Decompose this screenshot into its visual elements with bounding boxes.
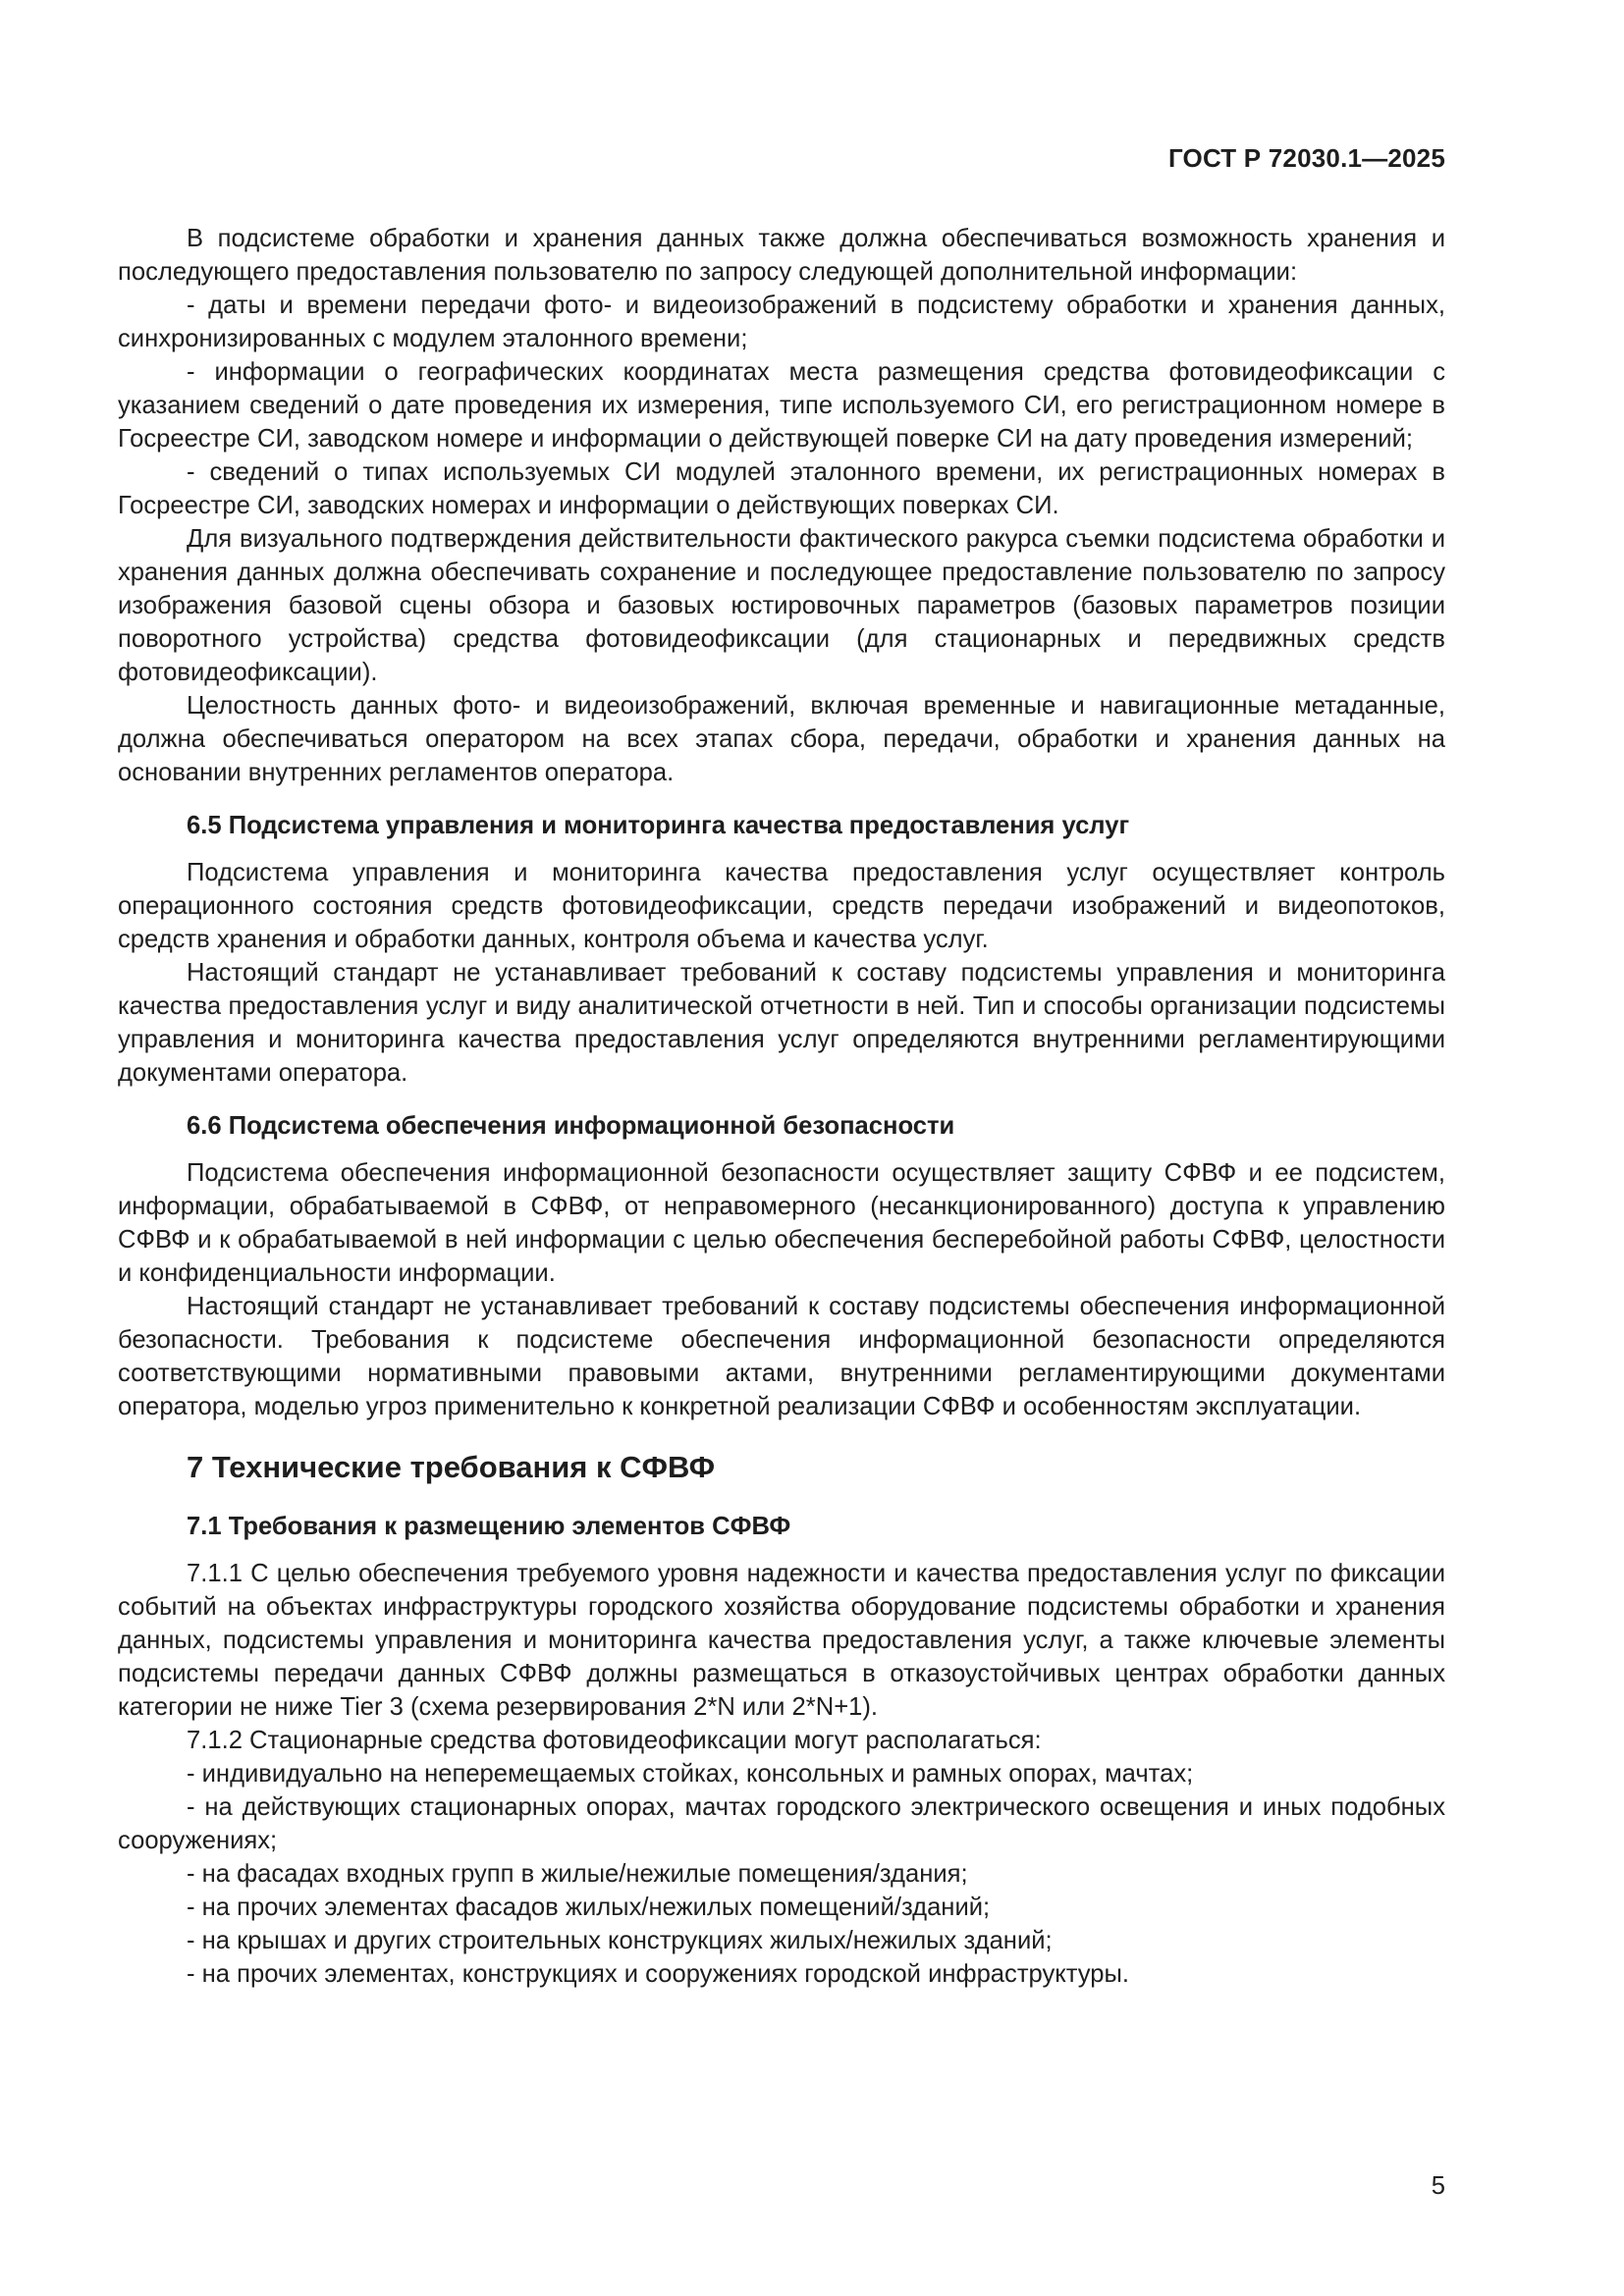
document-body: [118, 222, 1445, 1991]
list-item: - информации о географических координатах места размещения средства фотовидеофиксации с указанием сведений о дате проведения их измерения, типе используемого СИ, его регистрационном номере в Госреестре СИ, заводском номере и информации о действующей поверке СИ на дату проведения измерений;: [118, 358, 1445, 453]
paragraph: В подсистеме обработки и хранения данных также должна обеспечиваться возможность хранения и последующего предоставления пользователю по запросу следующей дополнительной информации:: [118, 225, 1445, 286]
list-item: - на фасадах входных групп в жилые/нежилые помещения/здания;: [187, 1860, 968, 1888]
paragraph: Целостность данных фото- и видеоизображений, включая временные и навигационные метаданные, должна обеспечиваться оператором на всех этапах сбора, передачи, обработки и хранения данных на основании внутренних регламентов оператора.: [118, 692, 1445, 786]
section-6-6-heading: 6.6 Подсистема обеспечения информационной безопасности: [187, 1112, 955, 1140]
list-item: - на прочих элементах фасадов жилых/нежилых помещений/зданий;: [187, 1894, 991, 1921]
list-item: - на действующих стационарных опорах, мачтах городского электрического освещения и иных подобных сооружениях;: [118, 1793, 1445, 1854]
document-code: ГОСТ Р 72030.1—2025: [1167, 143, 1445, 173]
paragraph: 7.1.1 С целью обеспечения требуемого уровня надежности и качества предоставления услуг по фиксации событий на объектах инфраструктуры городского хозяйства оборудование подсистемы обработки и хранения данных, подсистемы управления и мониторинга качества предоставления услуг, а также ключевые элементы подсистемы передачи данных СФВФ должны размещаться в отказоустойчивых центрах обработки данных категории не ниже Tier 3 (схема резервирования 2*N или 2*N+1).: [118, 1560, 1445, 1721]
list-item: - индивидуально на неперемещаемых стойках, консольных и рамных опорах, мачтах;: [187, 1760, 1194, 1788]
list-item: - на прочих элементах, конструкциях и сооружениях городской инфраструктуры.: [187, 1960, 1130, 1988]
paragraph: Подсистема обеспечения информационной безопасности осуществляет защиту СФВФ и ее подсистем, информации, обрабатываемой в СФВФ, от неправомерного (несанкционированного) доступа к управлению СФВФ и к обрабатываемой в ней информации с целью обеспечения бесперебойной работы СФВФ, целостности и конфиденциальности информации.: [118, 1159, 1445, 1287]
paragraph: Для визуального подтверждения действительности фактического ракурса съемки подсистема обработки и хранения данных должна обеспечивать сохранение и последующее предоставление пользователю по запросу изображения базовой сцены обзора и базовых юстировочных параметров (базовых параметров позиции поворотного устройства) средства фотовидеофиксации (для стационарных и передвижных средств фотовидеофиксации).: [118, 525, 1445, 686]
paragraph: Настоящий стандарт не устанавливает требований к составу подсистемы обеспечения информационной безопасности. Требования к подсистеме обеспечения информационной безопасности определяются соответствующими нормативными правовыми актами, внутренними регламентирующими документами оператора, моделью угроз применительно к конкретной реализации СФВФ и особенностям эксплуатации.: [118, 1293, 1445, 1420]
paragraph: 7.1.2 Стационарные средства фотовидеофиксации могут располагаться:: [187, 1727, 1042, 1754]
page-number: 5: [1431, 2172, 1445, 2200]
section-7-heading: 7 Технические требования к СФВФ: [187, 1450, 716, 1484]
paragraph: Подсистема управления и мониторинга качества предоставления услуг осуществляет контроль операционного состояния средств фотовидеофиксации, средств передачи изображений и видеопотоков, средств хранения и обработки данных, контроля объема и качества услуг.: [118, 859, 1445, 953]
section-7-1-heading: 7.1 Требования к размещению элементов СФВФ: [187, 1513, 791, 1540]
list-item: - на крышах и других строительных конструкциях жилых/нежилых зданий;: [187, 1927, 1053, 1954]
section-6-5-heading: 6.5 Подсистема управления и мониторинга качества предоставления услуг: [187, 812, 1130, 839]
list-item: - сведений о типах используемых СИ модулей эталонного времени, их регистрационных номерах в Госреестре СИ, заводских номерах и информации о действующих поверках СИ.: [118, 458, 1445, 519]
paragraph: Настоящий стандарт не устанавливает требований к составу подсистемы управления и мониторинга качества предоставления услуг и виду аналитической отчетности в ней. Тип и способы организации подсистемы управления и мониторинга качества предоставления услуг определяются внутренними регламентирующими документами оператора.: [118, 959, 1445, 1087]
list-item: - даты и времени передачи фото- и видеоизображений в подсистему обработки и хранения данных, синхронизированных с модулем эталонного времени;: [118, 292, 1445, 352]
